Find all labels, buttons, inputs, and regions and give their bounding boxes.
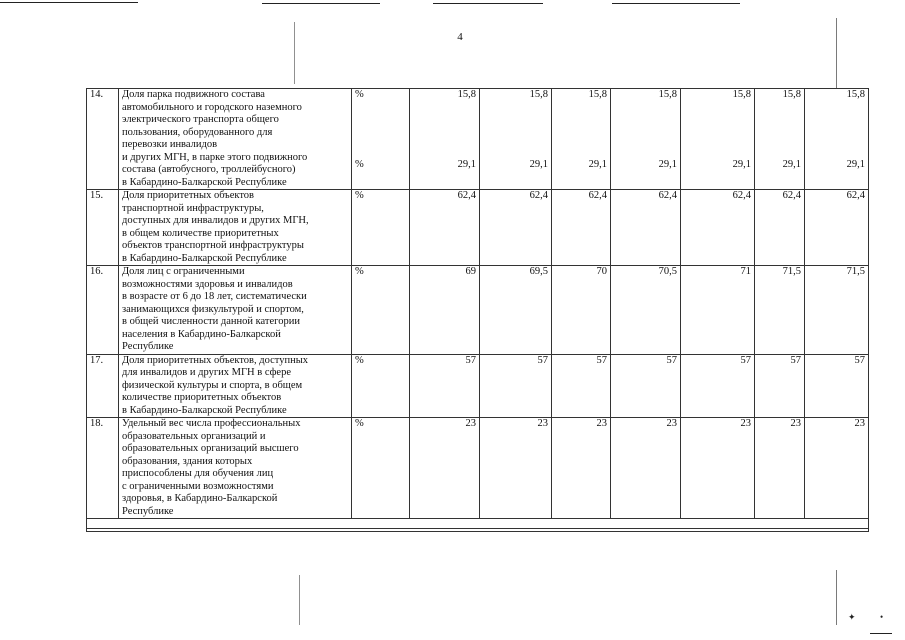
value: 23 bbox=[611, 418, 681, 519]
indicator-name-line: физической культуры и спорта, в общем bbox=[122, 379, 303, 391]
table-row bbox=[87, 418, 869, 519]
scan-mark: ✦ bbox=[848, 612, 856, 622]
indicator-name-line: в Кабардино-Балкарской Республике bbox=[122, 252, 287, 264]
indicator-name-line: электрического транспорта общего bbox=[122, 114, 279, 125]
value: 62,4 bbox=[805, 190, 869, 266]
indicator-name-line: Доля приоритетных объектов bbox=[122, 190, 255, 201]
value: 62,4 bbox=[410, 190, 480, 266]
indicator-name-line: в Кабардино-Балкарской Республике bbox=[122, 404, 287, 416]
value: 29,1 bbox=[457, 159, 476, 170]
value: 23 bbox=[410, 418, 480, 519]
indicator-name bbox=[119, 354, 352, 418]
value-cell bbox=[755, 89, 805, 190]
indicator-name bbox=[119, 89, 352, 190]
value: 23 bbox=[681, 418, 755, 519]
indicator-name-line: и других МГН, в парке этого подвижного bbox=[122, 151, 308, 163]
value: 62,4 bbox=[480, 190, 552, 266]
indicator-name-line: приспособлены для обучения лиц bbox=[122, 468, 274, 479]
value: 29,1 bbox=[658, 159, 677, 170]
indicator-name-line: в общем количестве приоритетных bbox=[122, 227, 279, 239]
value: 71,5 bbox=[805, 266, 869, 355]
value: 15,8 bbox=[782, 89, 801, 100]
indicator-name-line: состава (автобусного, троллейбусного) bbox=[122, 164, 296, 175]
value: 57 bbox=[681, 354, 755, 418]
value: 57 bbox=[552, 354, 611, 418]
value: 57 bbox=[480, 354, 552, 418]
indicator-name-line: Республике bbox=[122, 341, 174, 352]
indicator-name-line: населения в Кабардино-Балкарской bbox=[122, 328, 281, 340]
value: 62,4 bbox=[681, 190, 755, 266]
indicator-name-line: в общей численности данной категории bbox=[122, 316, 300, 327]
table-empty-row bbox=[87, 529, 869, 532]
value: 23 bbox=[805, 418, 869, 519]
scan-artifact-line bbox=[299, 575, 300, 625]
empty-cell bbox=[87, 519, 869, 529]
value-cell bbox=[552, 89, 611, 190]
scan-artifact-line bbox=[262, 3, 380, 4]
unit: % bbox=[352, 266, 410, 355]
indicator-name-line: пользования, оборудованного для bbox=[122, 126, 273, 138]
value-cell bbox=[611, 89, 681, 190]
indicator-name-line: транспортной инфраструктуры, bbox=[122, 202, 264, 214]
scan-artifact-line bbox=[0, 2, 138, 3]
value: 70,5 bbox=[611, 266, 681, 355]
value-cell bbox=[410, 89, 480, 190]
value: 15,8 bbox=[658, 89, 677, 100]
indicator-name-line: в возрасте от 6 до 18 лет, систематически bbox=[122, 291, 307, 302]
scan-artifact-line bbox=[836, 570, 837, 625]
value-cell bbox=[681, 89, 755, 190]
table-empty-row bbox=[87, 519, 869, 529]
unit: % bbox=[355, 89, 364, 100]
value: 29,1 bbox=[529, 159, 548, 170]
indicator-name-line: Доля приоритетных объектов, доступных bbox=[122, 354, 309, 366]
row-number: 14. bbox=[87, 89, 119, 190]
unit: % bbox=[352, 418, 410, 519]
value: 57 bbox=[755, 354, 805, 418]
value: 62,4 bbox=[755, 190, 805, 266]
indicator-name-line: количестве приоритетных объектов bbox=[122, 392, 282, 403]
indicator-name-line: Республике bbox=[122, 505, 174, 517]
indicator-name bbox=[119, 418, 352, 519]
scan-artifact-line bbox=[836, 18, 837, 88]
scan-artifact-line bbox=[612, 3, 740, 4]
indicators-table bbox=[86, 88, 869, 532]
value: 29,1 bbox=[782, 159, 801, 170]
indicator-name-line: в Кабардино-Балкарской Республике bbox=[122, 176, 287, 188]
value: 62,4 bbox=[611, 190, 681, 266]
indicator-name-line: возможностями здоровья и инвалидов bbox=[122, 278, 293, 290]
indicator-name-line: для инвалидов и других МГН в сфере bbox=[122, 367, 291, 378]
value: 23 bbox=[552, 418, 611, 519]
indicator-name-line: здоровья, в Кабардино-Балкарской bbox=[122, 493, 278, 504]
indicator-name-line: образовательных организаций высшего bbox=[122, 443, 299, 454]
indicator-name-line: перевозки инвалидов bbox=[122, 139, 218, 150]
scan-mark: • bbox=[880, 612, 884, 622]
scan-artifact-line bbox=[870, 633, 892, 634]
value-cell bbox=[480, 89, 552, 190]
indicator-name bbox=[119, 190, 352, 266]
scan-artifact-line bbox=[433, 3, 543, 4]
value: 70 bbox=[552, 266, 611, 355]
value: 69,5 bbox=[480, 266, 552, 355]
scan-artifact-line bbox=[294, 22, 295, 84]
value: 71,5 bbox=[755, 266, 805, 355]
table-row bbox=[87, 89, 869, 190]
value-cell bbox=[805, 89, 869, 190]
table-row bbox=[87, 266, 869, 355]
value: 57 bbox=[611, 354, 681, 418]
indicator-name-line: автомобильного и городского наземного bbox=[122, 101, 302, 113]
value: 15,8 bbox=[846, 89, 865, 100]
unit: % bbox=[352, 190, 410, 266]
table-row bbox=[87, 190, 869, 266]
indicator-name-line: образовательных организаций и bbox=[122, 430, 266, 442]
indicator-name-line: Доля парка подвижного состава bbox=[122, 89, 265, 100]
value: 23 bbox=[755, 418, 805, 519]
page-number: 4 bbox=[457, 31, 463, 43]
unit: % bbox=[352, 354, 410, 418]
value: 15,8 bbox=[457, 89, 476, 100]
row-number: 16. bbox=[87, 266, 119, 355]
unit: % bbox=[355, 159, 364, 170]
row-number: 17. bbox=[87, 354, 119, 418]
value: 62,4 bbox=[552, 190, 611, 266]
value: 15,8 bbox=[732, 89, 751, 100]
table-row bbox=[87, 354, 869, 418]
value: 69 bbox=[410, 266, 480, 355]
value: 15,8 bbox=[529, 89, 548, 100]
indicator-name-line: образования, здания которых bbox=[122, 455, 253, 467]
value: 57 bbox=[410, 354, 480, 418]
indicator-name-line: доступных для инвалидов и других МГН, bbox=[122, 215, 309, 226]
indicator-name-line: с ограниченными возможностями bbox=[122, 480, 274, 492]
indicator-name bbox=[119, 266, 352, 355]
value: 29,1 bbox=[732, 159, 751, 170]
empty-cell bbox=[87, 529, 869, 532]
value: 71 bbox=[681, 266, 755, 355]
value: 29,1 bbox=[588, 159, 607, 170]
indicator-name-line: Доля лиц с ограниченными bbox=[122, 266, 245, 277]
value: 57 bbox=[805, 354, 869, 418]
unit-cell bbox=[352, 89, 410, 190]
value: 29,1 bbox=[846, 159, 865, 170]
indicator-name-line: занимающихся физкультурой и спортом, bbox=[122, 303, 304, 315]
value: 23 bbox=[480, 418, 552, 519]
row-number: 15. bbox=[87, 190, 119, 266]
value: 15,8 bbox=[588, 89, 607, 100]
indicator-name-line: Удельный вес числа профессиональных bbox=[122, 418, 301, 429]
indicator-name-line: объектов транспортной инфраструктуры bbox=[122, 240, 304, 251]
row-number: 18. bbox=[87, 418, 119, 519]
